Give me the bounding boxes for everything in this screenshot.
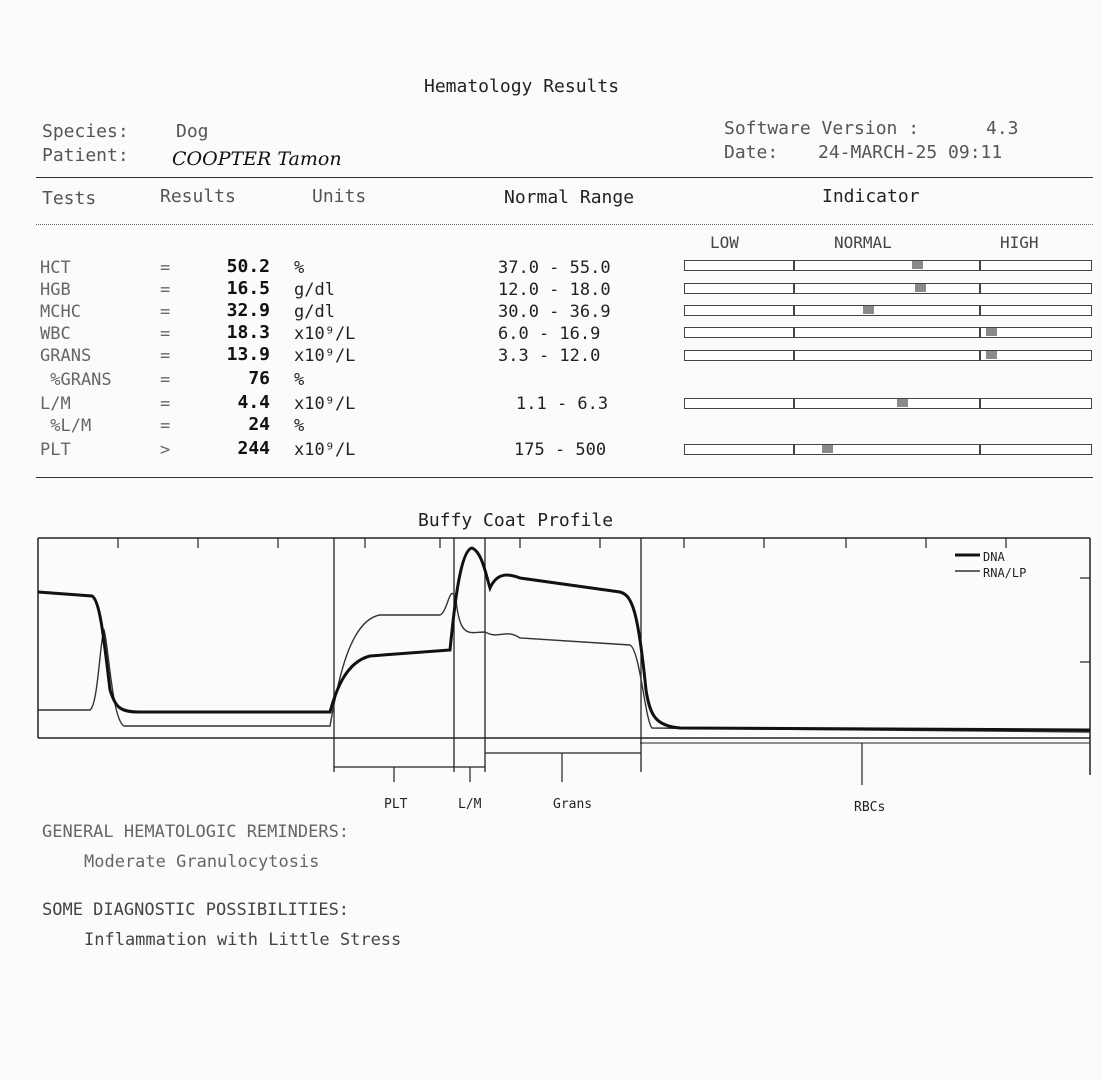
diagnostics-text: Inflammation with Little Stress	[84, 930, 402, 950]
region-label-plt: PLT	[384, 797, 408, 812]
test-name: %L/M	[40, 416, 92, 436]
region-label-grans: Grans	[553, 797, 593, 812]
test-range: 30.0 - 36.9	[498, 302, 611, 322]
software-value: 4.3	[986, 118, 1019, 139]
region-label-rbcs: RBCs	[854, 800, 886, 815]
test-name: MCHC	[40, 302, 81, 322]
test-result: 76	[248, 368, 270, 389]
test-name: HGB	[40, 280, 71, 300]
test-unit: x10⁹/L	[294, 440, 356, 460]
test-unit: %	[294, 258, 305, 278]
reminders-heading: GENERAL HEMATOLOGIC REMINDERS:	[42, 822, 350, 842]
legend-rna-label: RNA/LP	[983, 566, 1027, 580]
buffy-coat-title: Buffy Coat Profile	[418, 510, 614, 531]
test-name: GRANS	[40, 346, 92, 366]
test-operator: =	[160, 280, 171, 300]
patient-name-handwritten: COOPTER Tamon	[172, 148, 342, 170]
test-result: 16.5	[226, 278, 270, 299]
test-unit: %	[294, 370, 305, 390]
test-result: 4.4	[237, 392, 270, 413]
software-label: Software Version :	[724, 118, 920, 139]
test-unit: x10⁹/L	[294, 324, 356, 344]
test-name: WBC	[40, 324, 71, 344]
indicator-normal-label: NORMAL	[834, 233, 892, 252]
report-title: Hematology Results	[424, 76, 620, 97]
test-name: %GRANS	[40, 370, 112, 390]
date-label: Date:	[724, 142, 779, 163]
test-result: 24	[248, 414, 270, 435]
test-range: 3.3 - 12.0	[498, 346, 601, 366]
test-unit: g/dl	[294, 280, 335, 300]
test-operator: =	[160, 416, 171, 436]
test-unit: x10⁹/L	[294, 346, 356, 366]
test-range: 6.0 - 16.9	[498, 324, 601, 344]
date-value: 24-MARCH-25 09:11	[818, 142, 1003, 163]
indicator-low-label: LOW	[710, 233, 739, 252]
test-range: 12.0 - 18.0	[498, 280, 611, 300]
test-range: 1.1 - 6.3	[516, 394, 609, 414]
test-operator: =	[160, 324, 171, 344]
test-result: 18.3	[226, 322, 270, 343]
graph-legend	[955, 550, 1026, 580]
test-name: L/M	[40, 394, 71, 414]
region-label-lm: L/M	[458, 797, 482, 812]
test-operator: >	[160, 440, 171, 460]
graph-region-brackets	[334, 743, 862, 785]
test-result: 32.9	[226, 300, 270, 321]
patient-label: Patient:	[42, 145, 129, 166]
diagnostics-heading: SOME DIAGNOSTIC POSSIBILITIES:	[42, 900, 350, 920]
species-label: Species:	[42, 121, 129, 142]
test-unit: %	[294, 416, 305, 436]
test-range: 175 - 500	[514, 440, 607, 460]
test-operator: =	[160, 258, 171, 278]
test-unit: g/dl	[294, 302, 335, 322]
test-result: 244	[237, 438, 270, 459]
test-operator: =	[160, 346, 171, 366]
reminders-text: Moderate Granulocytosis	[84, 852, 320, 872]
test-name: PLT	[40, 440, 71, 460]
col-header-indicator: Indicator	[822, 186, 920, 207]
test-range: 37.0 - 55.0	[498, 258, 611, 278]
species-value: Dog	[176, 121, 209, 142]
test-result: 13.9	[226, 344, 270, 365]
test-operator: =	[160, 302, 171, 322]
col-header-units: Units	[312, 186, 367, 207]
test-result: 50.2	[226, 256, 270, 277]
dna-curve	[38, 548, 1090, 730]
test-operator: =	[160, 394, 171, 414]
indicator-high-label: HIGH	[1000, 233, 1039, 252]
col-header-normal-range: Normal Range	[504, 187, 635, 208]
test-unit: x10⁹/L	[294, 394, 356, 414]
test-name: HCT	[40, 258, 71, 278]
test-operator: =	[160, 370, 171, 390]
col-header-tests: Tests	[42, 188, 97, 209]
legend-dna-label: DNA	[983, 550, 1005, 564]
col-header-results: Results	[160, 186, 236, 207]
